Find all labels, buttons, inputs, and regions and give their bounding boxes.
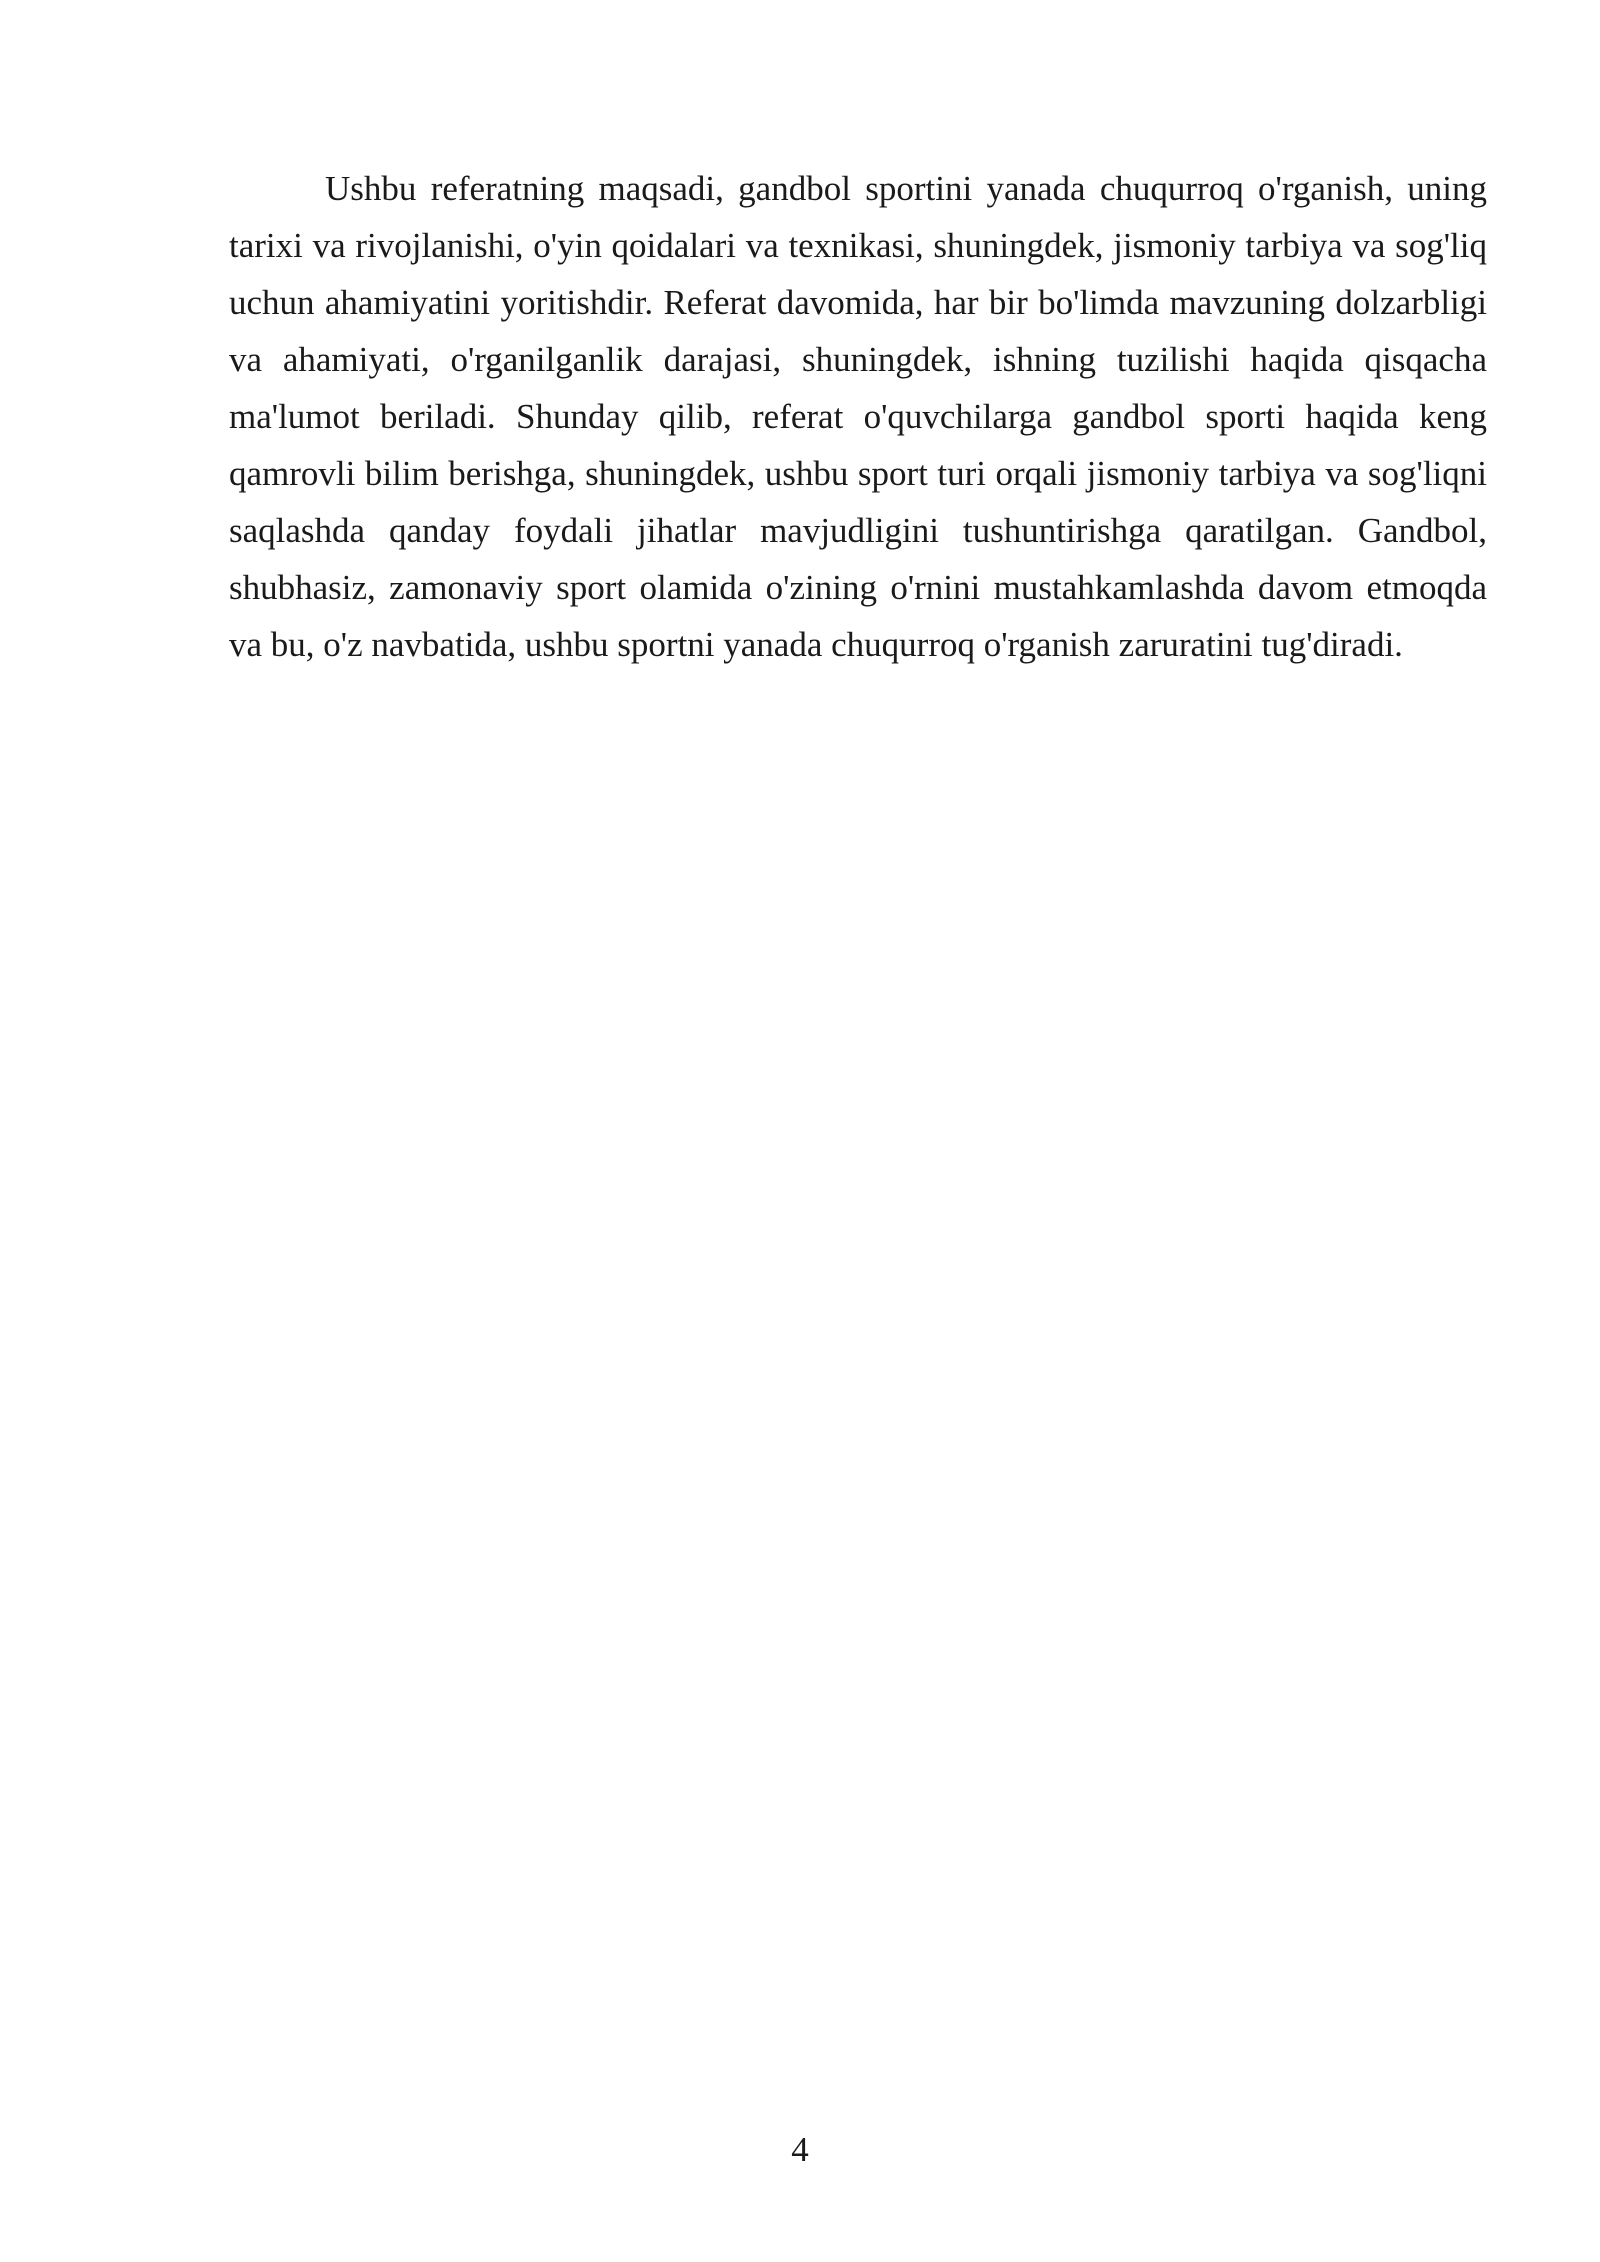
body-paragraph: Ushbu referatning maqsadi, gandbol sportini yanada chuqurroq o'rganish, uning tarixi va rivojlanishi, o'yin qoidalari va texnikasi, shuningdek, jismoniy tarbiya va sog'liq uchun ahamiyatini yoritishdir. Referat davomida, har bir bo'limda mavzuning dolzarbligi va ahamiyati, o'rganilganlik darajasi, shuningdek, ishning tuzilishi haqida qisqacha ma'lumot beriladi. Shunday qilib, referat o'quvchilarga gandbol sporti haqida keng qamrovli bilim berishga, shuningdek, ushbu sport turi orqali jismoniy tarbiya va sog'liqni saqlashda qanday foydali jihatlar mavjudligini tushuntirishga qaratilgan. Gandbol, shubhasiz, zamonaviy sport olamida o'zining o'rnini mustahkamlashda davom etmoqda va bu, o'z navbatida, ushbu sportni yanada chuqurroq o'rganish zaruratini tug'diradi. <box>229 169 1487 664</box>
page-number: 4 <box>791 2130 809 2169</box>
